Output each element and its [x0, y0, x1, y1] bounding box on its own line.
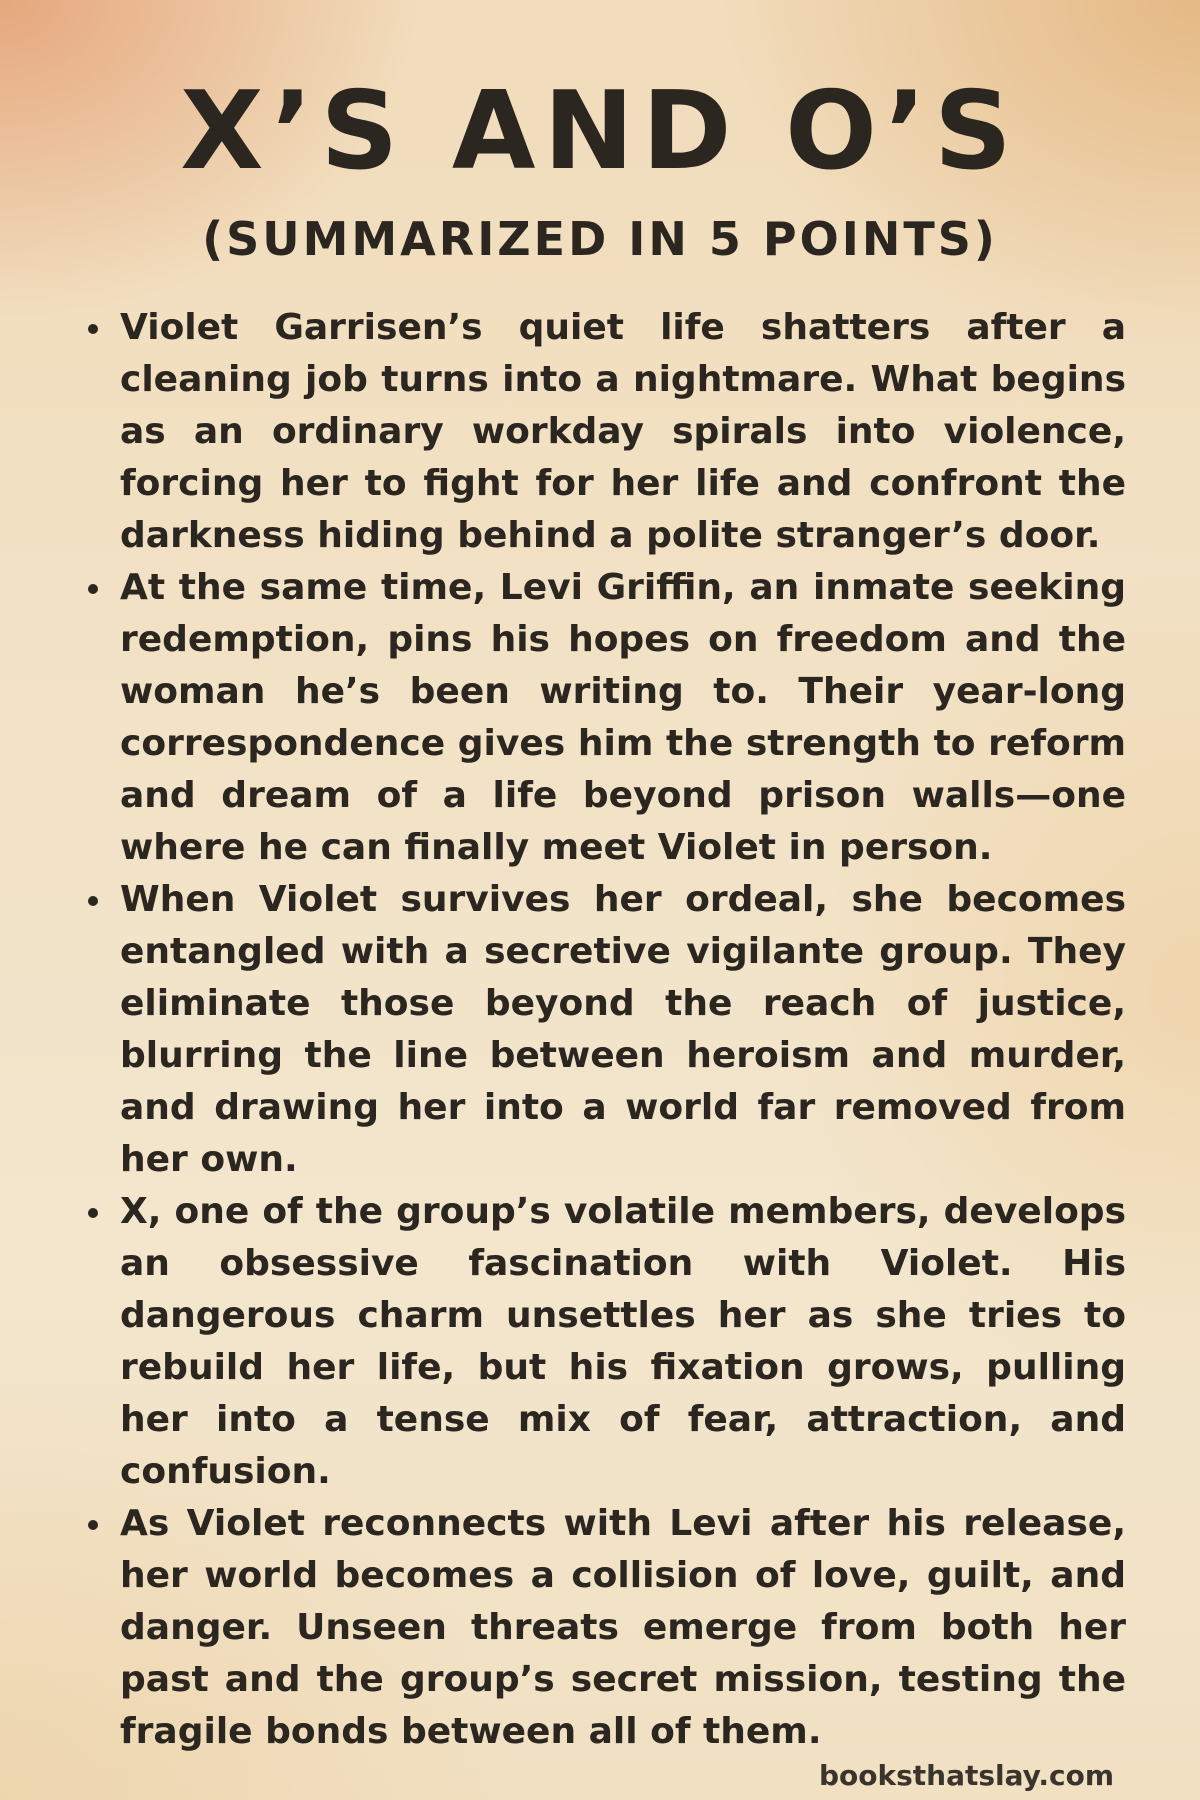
summary-point-2	[86, 562, 1126, 874]
website-credit: booksthatslay.com	[818, 1759, 1114, 1792]
page-subtitle: (SUMMARIZED IN 5 POINTS)	[202, 212, 998, 266]
summary-point-text: When Violet survives her ordeal, she becomes entangled with a secretive vigilante group. They eliminate those beyond the reach of justice, blurring the line between heroism and murder, and drawing her into a world far removed from her own.	[120, 879, 1126, 1180]
bullet-icon	[88, 324, 98, 334]
summary-point-text: At the same time, Levi Griffin, an inmate seeking redemption, pins his hopes on freedom and the woman he’s been writing to. Their year-long correspondence gives him the strength to reform and dream of a life beyond prison walls—one where he can finally meet Violet in person.	[120, 567, 1126, 868]
summary-point-4	[86, 1186, 1126, 1498]
page-title: X’S AND O’S	[180, 69, 1020, 194]
summary-point-text: Violet Garrisen’s quiet life shatters after a cleaning job turns into a nightmare. What begins as an ordinary workday spirals into violence, forcing her to fight for her life and confront the darkness hiding behind a polite stranger’s door.	[120, 307, 1126, 556]
bullet-icon	[88, 896, 98, 906]
bullet-icon	[88, 1520, 98, 1530]
bullet-icon	[88, 1208, 98, 1218]
summary-point-5	[86, 1498, 1126, 1758]
summary-points-list	[86, 302, 1126, 1758]
summary-point-text: As Violet reconnects with Levi after his release, her world becomes a collision of love, guilt, and danger. Unseen threats emerge from both her past and the group’s secret mission, testing the fragile bonds between all of them.	[120, 1503, 1126, 1752]
bullet-icon	[88, 584, 98, 594]
summary-point-1	[86, 302, 1126, 562]
summary-point-text: X, one of the group’s volatile members, develops an obsessive fascination with Violet. His dangerous charm unsettles her as she tries to rebuild her life, but his fixation grows, pulling her into a tense mix of fear, attraction, and confusion.	[120, 1191, 1126, 1492]
summary-point-3	[86, 874, 1126, 1186]
